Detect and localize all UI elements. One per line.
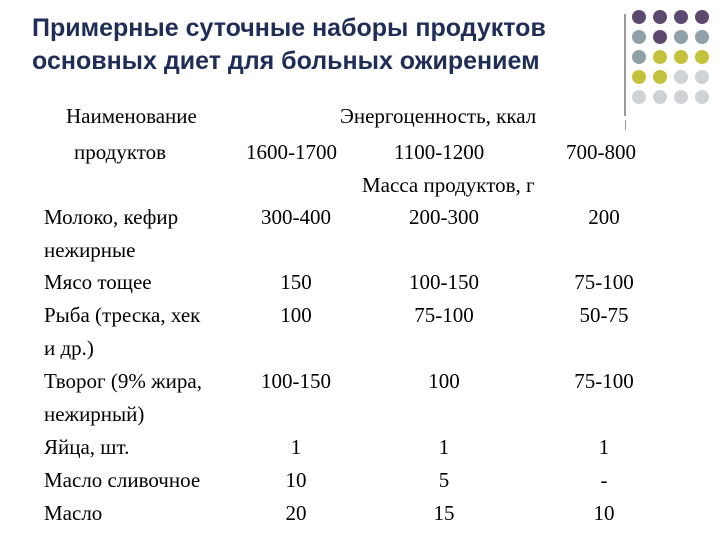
decorative-dot (653, 50, 667, 64)
header-energy: Энергоценность, ккал (340, 104, 537, 128)
decorative-dot (653, 10, 667, 24)
row-name-eggs: Яйца, шт. (44, 435, 130, 459)
slide-title (32, 12, 622, 78)
cell-milk-col1: 300-400 (261, 205, 331, 229)
decorative-dot (632, 70, 646, 84)
decorative-dot (632, 10, 646, 24)
cell-butter-col3: - (600, 468, 608, 492)
cell-cottage-col1: 100-150 (261, 369, 331, 393)
decorative-dot (653, 30, 667, 44)
decorative-dot (695, 70, 709, 84)
title-line-2: основных диет для больных ожирением (32, 47, 540, 75)
row-name-meat: Мясо тощее (44, 270, 152, 294)
row-name-milk-line-1: Молоко, кефир (44, 205, 179, 229)
cell-cottage-col2: 100 (428, 369, 460, 393)
cell-meat-col2: 100-150 (409, 270, 479, 294)
decorative-dot (695, 50, 709, 64)
cell-meat-col1: 150 (280, 270, 312, 294)
decorative-dot (653, 90, 667, 104)
decorative-dot (695, 10, 709, 24)
decorative-dot (695, 30, 709, 44)
title-line-1: Примерные суточные наборы продуктов (32, 14, 546, 42)
cell-butter-col1: 10 (285, 468, 307, 492)
decorative-dot (674, 30, 688, 44)
decorative-divider (624, 14, 626, 116)
row-name-cottage-line-1: Творог (9% жира, (44, 369, 202, 393)
decorative-dot (674, 10, 688, 24)
cell-milk-col2: 200-300 (409, 205, 479, 229)
cell-eggs-col1: 1 (290, 435, 302, 459)
cell-eggs-col2: 1 (438, 435, 450, 459)
decorative-dot (695, 90, 709, 104)
row-name-butter: Масло сливочное (44, 468, 201, 492)
row-name-fish-line-1: Рыба (треска, хек (44, 303, 201, 327)
cell-meat-col3: 75-100 (574, 270, 634, 294)
row-name-fish-line-2: и др.) (44, 336, 94, 360)
cell-oil-col2: 15 (433, 501, 455, 525)
row-name-oil: Масло (44, 501, 103, 525)
header-name-line-2: продуктов (74, 140, 167, 164)
row-name-milk-line-2: нежирные (44, 238, 136, 262)
decorative-dot (632, 30, 646, 44)
decorative-dot (674, 70, 688, 84)
decorative-dot-grid (632, 10, 720, 110)
cell-fish-col1: 100 (280, 303, 312, 327)
header-column-1600-1700: 1600-1700 (246, 140, 337, 164)
decorative-dot (674, 50, 688, 64)
cell-fish-col2: 75-100 (414, 303, 474, 327)
header-column-1100-1200: 1100-1200 (394, 140, 485, 164)
header-column-700-800: 700-800 (566, 140, 636, 164)
cell-butter-col2: 5 (438, 468, 450, 492)
cell-oil-col3: 10 (593, 501, 615, 525)
cell-oil-col1: 20 (285, 501, 307, 525)
decorative-dot (674, 90, 688, 104)
cell-milk-col3: 200 (588, 205, 620, 229)
decorative-dot (632, 90, 646, 104)
header-mass: Масса продуктов, г (362, 173, 535, 197)
header-name-line-1: Наименование (66, 104, 197, 128)
row-name-cottage-line-2: нежирный) (44, 402, 145, 426)
decorative-dot (632, 50, 646, 64)
decorative-tick (625, 120, 626, 130)
cell-fish-col3: 50-75 (579, 303, 629, 327)
decorative-dot (653, 70, 667, 84)
cell-cottage-col3: 75-100 (574, 369, 634, 393)
cell-eggs-col3: 1 (598, 435, 610, 459)
